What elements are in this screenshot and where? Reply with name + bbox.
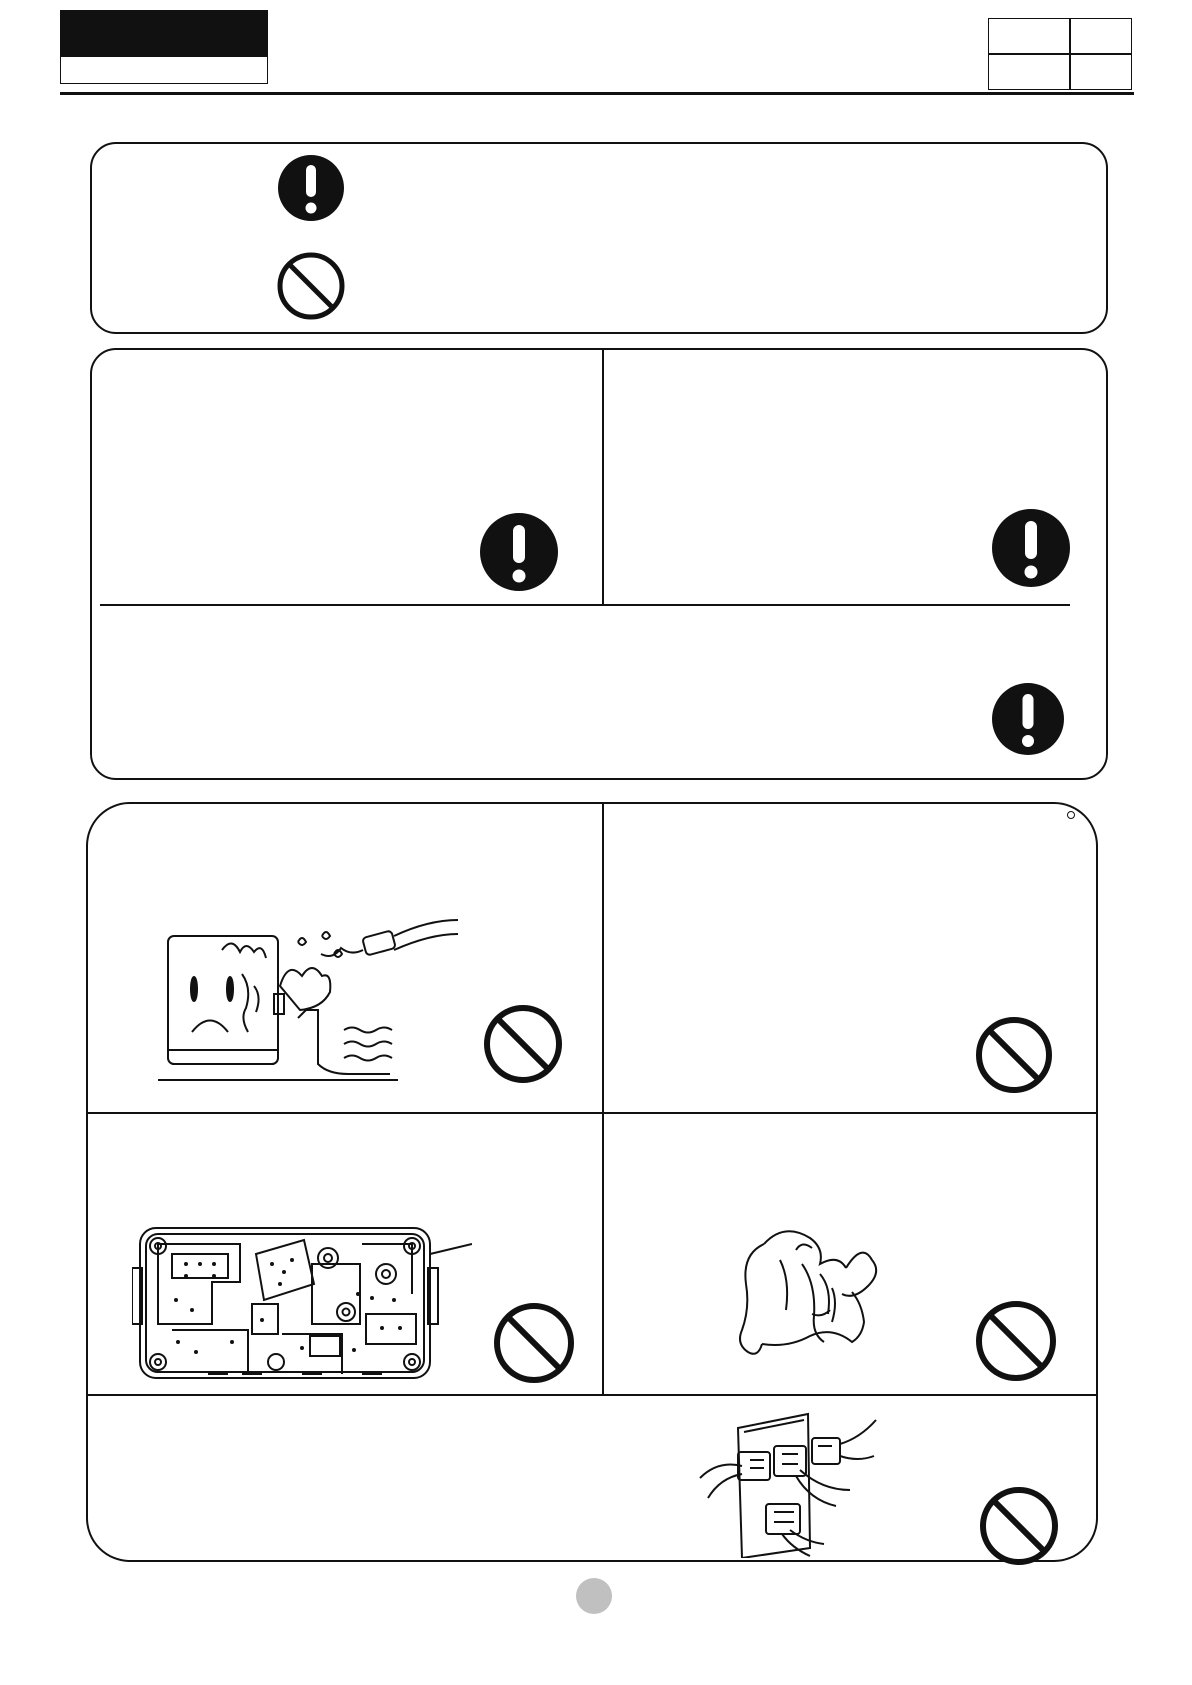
degree-mark-icon — [1066, 810, 1076, 820]
prohibited-cell-circuit-board — [88, 1114, 602, 1394]
mandatory-instructions-panel — [90, 348, 1108, 780]
prohibition-circle-icon — [974, 1298, 1058, 1384]
symbol-legend-box — [90, 142, 1108, 334]
mandatory-cell-1 — [92, 350, 602, 604]
header-title-block — [60, 10, 268, 56]
header-info-grid — [988, 18, 1132, 90]
exclamation-circle-icon — [990, 506, 1072, 590]
water-splash-illustration — [158, 914, 458, 1084]
prohibition-circle-icon — [276, 250, 346, 322]
legend-row-prohibited — [276, 250, 346, 322]
mandatory-cell-2 — [604, 350, 1104, 604]
prohibition-circle-icon — [482, 1002, 564, 1086]
header — [0, 0, 1192, 100]
prohibited-cell-water — [88, 804, 602, 1112]
prohibition-circle-icon — [492, 1300, 576, 1386]
prohibited-cell-2 — [604, 804, 1096, 1112]
prohibition-circle-icon — [974, 1014, 1054, 1096]
page-number-marker — [576, 1578, 612, 1614]
mandatory-cell-3 — [92, 606, 1104, 776]
header-rule — [60, 92, 1134, 95]
exclamation-circle-icon — [990, 680, 1066, 758]
exclamation-circle-icon — [478, 510, 560, 594]
clothing-illustration — [734, 1224, 884, 1364]
header-subtitle-block — [60, 56, 268, 84]
circuit-board-illustration — [132, 1224, 472, 1384]
multi-plug-socket-illustration — [698, 1408, 878, 1558]
exclamation-circle-icon — [276, 152, 346, 224]
prohibited-cell-clothing — [604, 1114, 1096, 1394]
legend-row-mandatory — [276, 152, 346, 224]
prohibited-actions-panel — [86, 802, 1098, 1562]
prohibited-cell-socket — [88, 1396, 1096, 1560]
prohibition-circle-icon — [978, 1484, 1060, 1568]
